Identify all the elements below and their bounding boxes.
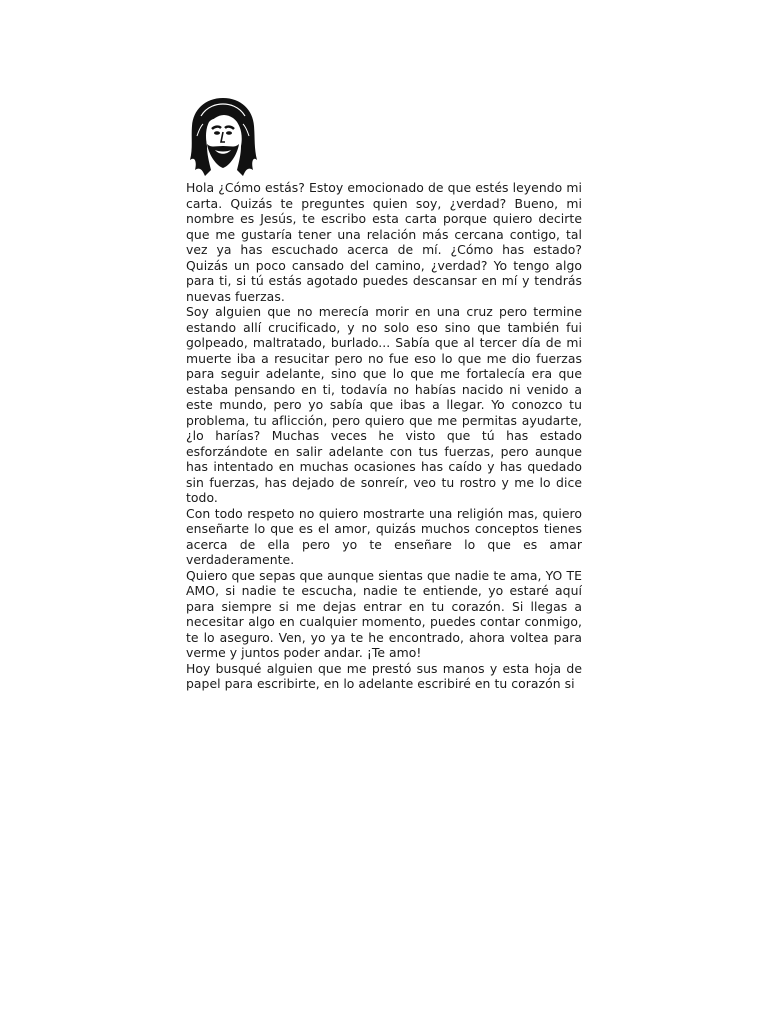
face-portrait-icon — [187, 96, 259, 178]
paragraph: Hoy busqué alguien que me prestó sus manos y esta hoja de papel para escribirte, en lo adelante escribiré en tu corazón si — [186, 660, 582, 691]
paragraph: Quiero que sepas que aunque sientas que nadie te ama, YO TE AMO, si nadie te escucha, nadie te entiende, yo estaré aquí para siempre si me dejas entrar en tu corazón. Si llegas a necesitar algo en cualquier momento, puedes contar conmigo, te lo aseguro. Ven, yo ya te he encontrado, ahora voltea para verme y juntos poder andar. ¡Te amo! — [186, 567, 582, 660]
paragraph: Soy alguien que no merecía morir en una cruz pero termine estando allí crucificado, y no solo eso sino que también fui golpeado, maltratado, burlado... Sabía que al tercer día de mi muerte iba a resucitar pero no fue eso lo que me dio fuerzas para seguir adelante, sino que lo que me fortalecía era que estaba pensando en ti, todavía no habías nacido ni venido a este mundo, pero yo sabía que ibas a llegar. Yo conozco tu problema, tu aflicción, pero quiero que me permitas ayudarte, ¿lo harías? Muchas veces he visto que tú has estado esforzándote en salir adelante con tus fuerzas, pero aunque has intentado en muchas ocasiones has caído y has quedado sin fuerzas, has dejado de sonreír, veo tu rostro y me lo dice todo. — [186, 304, 582, 505]
paragraph: Hola ¿Cómo estás? Estoy emocionado de que estés leyendo mi carta. Quizás te preguntes quien soy, ¿verdad? Bueno, mi nombre es Jesús, te escribo esta carta porque quiero decirte que me gustaría tener una relación más cercana contigo, tal vez ya has escuchado acerca de mí. ¿Cómo has estado? Quizás un poco cansado del camino, ¿verdad? Yo tengo algo para ti, si tú estás agotado puedes descansar en mí y tendrás nuevas fuerzas. — [186, 180, 582, 304]
paragraph: Con todo respeto no quiero mostrarte una religión mas, quiero enseñarte lo que es el amor, quizás muchos conceptos tienes acerca de ella pero yo te enseñare lo que es amar verdaderamente. — [186, 505, 582, 567]
letter-body — [186, 180, 582, 696]
